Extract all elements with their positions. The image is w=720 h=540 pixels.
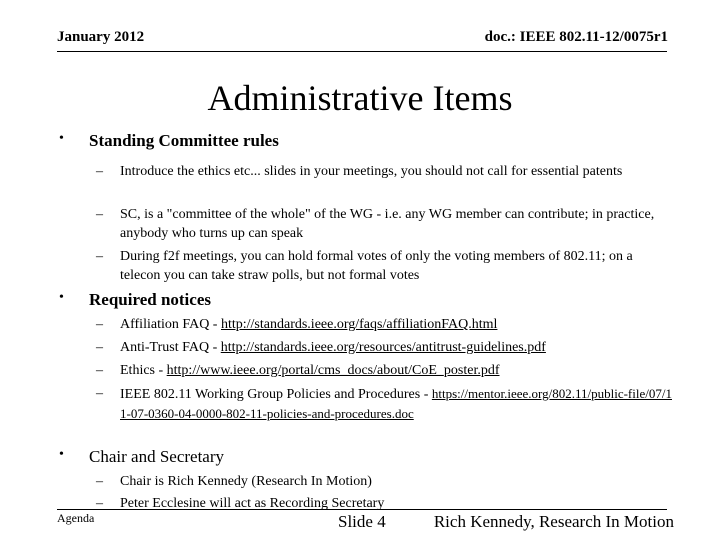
dash-bullet-icon: – — [96, 386, 103, 401]
notice-label: Affiliation FAQ - — [120, 317, 221, 332]
list-item — [96, 494, 676, 513]
footer-agenda-label: Agenda — [57, 511, 95, 525]
list-item — [96, 361, 676, 380]
list-item — [96, 205, 676, 243]
notice-label: Anti-Trust FAQ - — [120, 340, 221, 355]
ethics-link[interactable]: http://www.ieee.org/portal/cms_docs/about/CoE_poster.pdf — [166, 363, 500, 378]
list-item-text: SC, is a "committee of the whole" of the WG - i.e. any WG member can contribute; in practice, anybody who turns up can speak — [120, 207, 655, 241]
dash-bullet-icon: – — [96, 164, 103, 179]
header-rule — [57, 51, 667, 52]
dash-bullet-icon: – — [96, 317, 103, 332]
dash-bullet-icon: – — [96, 474, 103, 489]
dash-bullet-icon: – — [96, 496, 103, 511]
list-item — [96, 472, 676, 491]
list-item — [96, 338, 676, 357]
list-item-text: During f2f meetings, you can hold formal votes of only the voting members of 802.11; on a telecon you can take straw polls, but not formal votes — [120, 249, 633, 283]
slide-title: Administrative Items — [207, 78, 513, 118]
bullet-dot-icon: • — [59, 447, 64, 462]
footer-author: Rich Kennedy, Research In Motion — [433, 512, 674, 531]
list-item — [96, 162, 676, 181]
policies-procedures-link[interactable]: https://mentor.ieee.org/802.11/public-file/07/11-07-0360-04-0000-802-11-policies-and-procedures.doc — [120, 386, 672, 421]
list-item-text: Introduce the ethics etc... slides in your meetings, you should not call for essential patents — [120, 164, 623, 179]
notice-label: Ethics - — [120, 363, 167, 378]
bullet-dot-icon: • — [59, 290, 64, 305]
section-heading: Chair and Secretary — [89, 447, 224, 466]
list-item — [96, 384, 676, 424]
section-heading: Standing Committee rules — [89, 131, 279, 150]
header-doc-id: doc.: IEEE 802.11-12/0075r1 — [484, 29, 668, 45]
header-date: January 2012 — [57, 29, 145, 45]
list-item — [96, 247, 676, 285]
affiliation-faq-link[interactable]: http://standards.ieee.org/faqs/affiliationFAQ.html — [220, 317, 498, 332]
slide-number: Slide 4 — [338, 512, 386, 531]
dash-bullet-icon: – — [96, 363, 103, 378]
notice-label: IEEE 802.11 Working Group Policies and Procedures - — [120, 387, 432, 402]
section-heading: Required notices — [89, 290, 211, 309]
footer-rule — [57, 509, 667, 510]
list-item-text: Chair is Rich Kennedy (Research In Motion) — [120, 474, 372, 489]
bullet-dot-icon: • — [59, 131, 64, 146]
dash-bullet-icon: – — [96, 340, 103, 355]
antitrust-faq-link[interactable]: http://standards.ieee.org/resources/antitrust-guidelines.pdf — [220, 340, 546, 355]
list-item-text: Peter Ecclesine will act as Recording Secretary — [120, 496, 385, 511]
dash-bullet-icon: – — [96, 249, 103, 264]
dash-bullet-icon: – — [96, 207, 103, 222]
list-item — [96, 315, 676, 334]
